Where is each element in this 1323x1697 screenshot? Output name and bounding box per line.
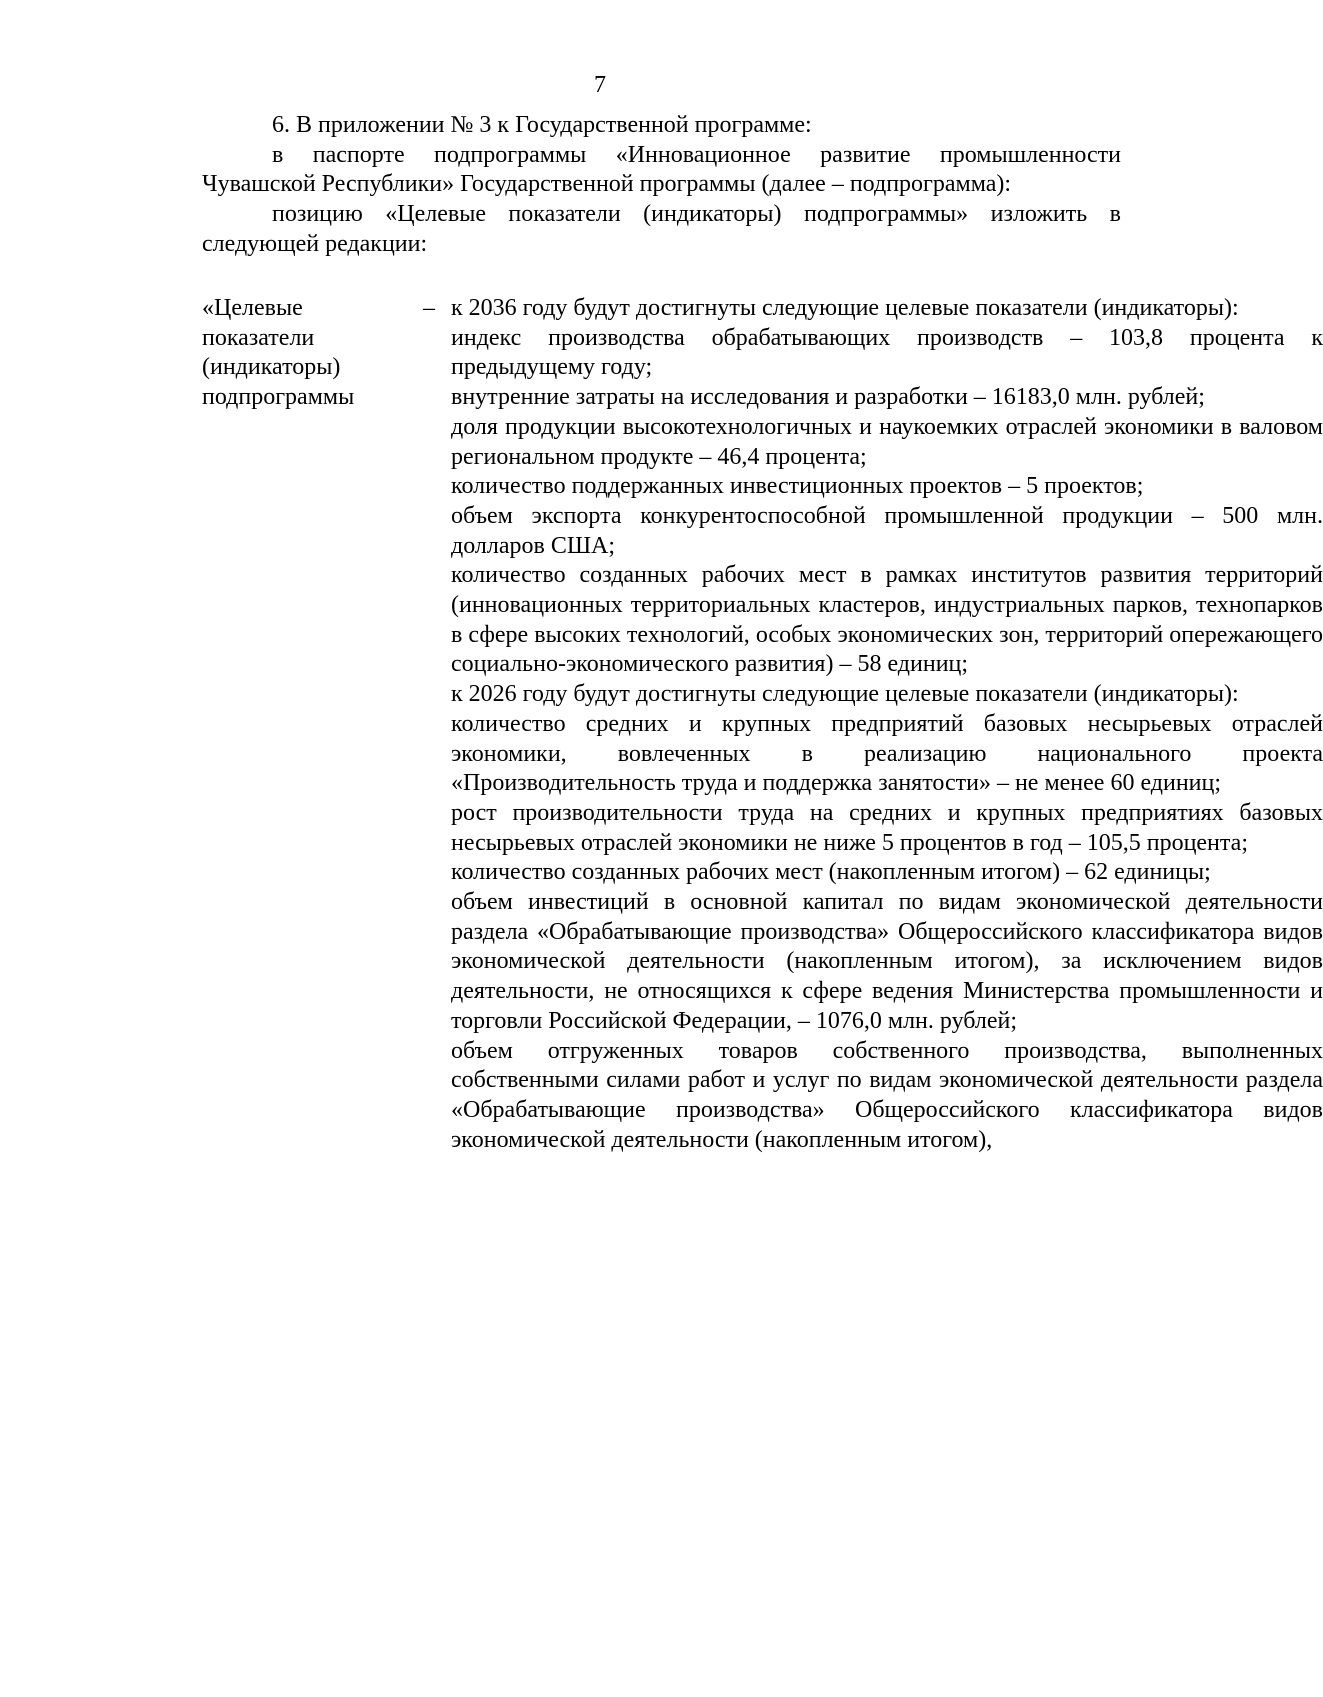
indicator-item: доля продукции высокотехнологичных и наукоемких отраслей экономики в валовом региональном продукте – 46,4 процента; bbox=[451, 413, 1323, 470]
intro-paragraph-3: позицию «Целевые показатели (индикаторы) подпрограммы» изложить в следующей редакции: bbox=[202, 201, 1121, 257]
intro-section bbox=[202, 111, 1121, 260]
indicator-item: к 2036 году будут достигнуты следующие целевые показатели (индикаторы): bbox=[451, 295, 1239, 321]
indicator-item: рост производительности труда на средних и крупных предприятиях базовых несырьевых отраслей экономики не ниже 5 процентов в год – 105,5 процента; bbox=[451, 799, 1323, 856]
label-dash: – bbox=[423, 295, 435, 321]
indicator-item: объем инвестиций в основной капитал по видам экономической деятельности раздела «Обрабатывающие производства» Общероссийского классификатора видов экономической деятельности (накопленным итогом), за исключением видов деятельности, не относящихся к сфере ведения Министерства промышленности и торговли Российской Федерации, – 1076,0 млн. рублей; bbox=[451, 889, 1323, 1034]
intro-paragraph-2: в паспорте подпрограммы «Инновационное развитие промышленности Чувашской Республики» Государственной программы (далее – подпрограмма): bbox=[202, 141, 1121, 198]
indicator-item: внутренние затраты на исследования и разработки – 16183,0 млн. рублей; bbox=[451, 384, 1205, 411]
indicator-item: количество созданных рабочих мест в рамках институтов развития территорий (инновационных территориальных кластеров, индустриальных парков, технопарков в сфере высоких технологий, особых экономических зон, территорий опережающего социально-экономического развития) – 58 единиц; bbox=[451, 562, 1323, 678]
indicators-text bbox=[451, 294, 1323, 1155]
page-number: 7 bbox=[594, 72, 606, 98]
indicator-item: объем экспорта конкурентоспособной промышленной продукции – 500 млн. долларов США; bbox=[451, 502, 1323, 559]
indicator-item: индекс производства обрабатывающих производств – 103,8 процента к предыдущему году; bbox=[451, 324, 1323, 381]
indicator-item: объем отгруженных товаров собственного производства, выполненных собственными силами работ и услуг по видам экономической деятельности раздела «Обрабатывающие производства» Общероссийского классификатора видов экономической деятельности (накопленным итогом), bbox=[451, 1037, 1323, 1153]
intro-paragraph-1: 6. В приложении № 3 к Государственной программе: bbox=[272, 112, 812, 138]
indicator-item: количество созданных рабочих мест (накопленным итогом) – 62 единицы; bbox=[451, 859, 1211, 886]
indicator-item: количество средних и крупных предприятий базовых несырьевых отраслей экономики, вовлеченных в реализацию национального проекта «Производительность труда и поддержка занятости» – не менее 60 единиц; bbox=[451, 710, 1323, 797]
indicator-item: количество поддержанных инвестиционных проектов – 5 проектов; bbox=[451, 473, 1144, 500]
indicator-item: к 2026 году будут достигнуты следующие целевые показатели (индикаторы): bbox=[451, 681, 1239, 708]
indicators-label: «Целевые показатели (индикаторы) подпрограммы bbox=[202, 295, 355, 411]
